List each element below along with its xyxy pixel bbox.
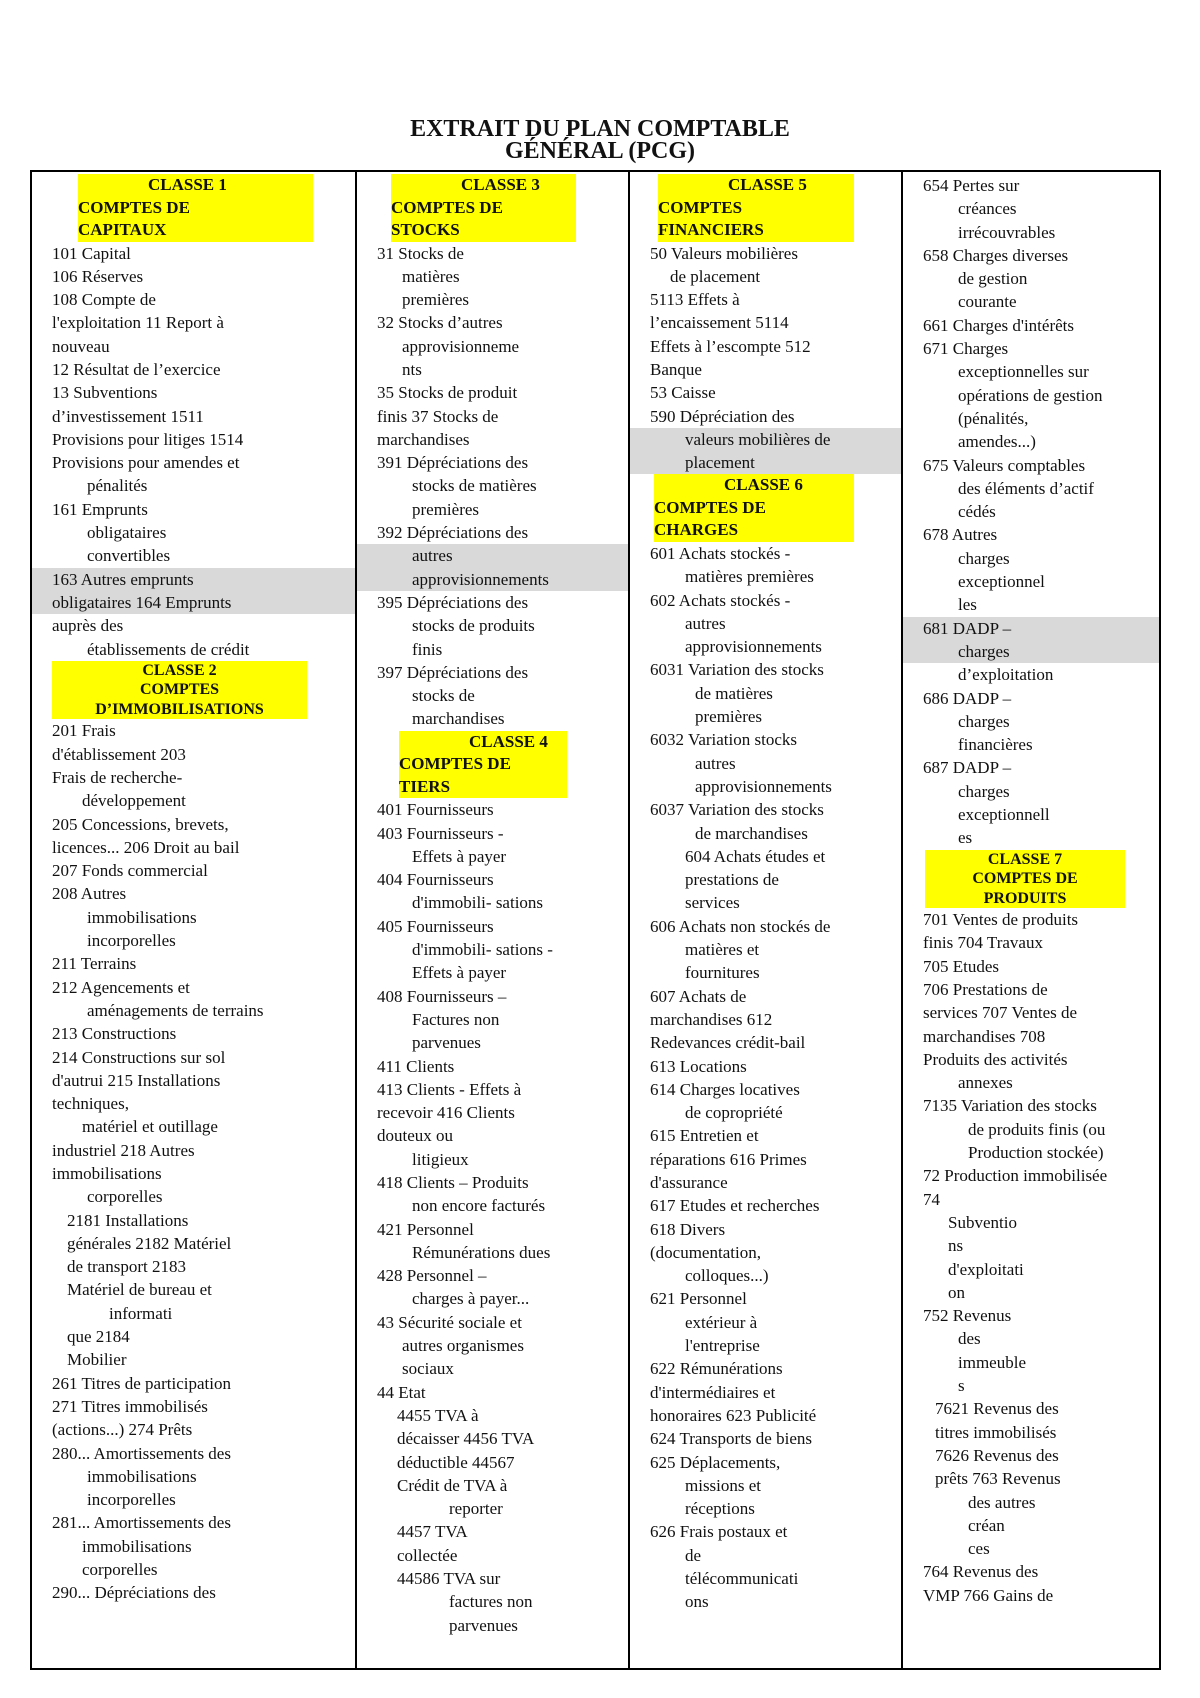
account-line: financières	[958, 735, 1033, 755]
class-header-line: CLASSE 3	[461, 175, 540, 194]
column-4	[901, 172, 1159, 1668]
account-line: de marchandises	[695, 823, 808, 843]
page-title	[0, 118, 1200, 162]
account-line: premières	[695, 707, 763, 727]
account-line: 404 Fournisseurs	[377, 870, 494, 890]
account-line: de produits finis (ou	[968, 1119, 1106, 1139]
account-line: 290... Dépréciations des	[52, 1583, 216, 1603]
account-line: 214 Constructions sur sol	[52, 1047, 226, 1067]
account-line: finis 704 Travaux	[923, 933, 1043, 953]
account-line: Provisions pour amendes et	[52, 453, 240, 473]
account-line: déductible 44567	[397, 1452, 515, 1472]
account-line: 701 Ventes de produits	[923, 910, 1079, 930]
class-3-header	[391, 174, 576, 242]
account-line: Produits des activités	[923, 1049, 1068, 1069]
account-line: approvisionnements	[685, 637, 822, 657]
account-line: l'exploitation 11 Report à	[52, 313, 224, 333]
account-line: aménagements de terrains	[87, 1000, 264, 1020]
account-line: développement	[82, 791, 186, 811]
account-line: 681 DADP –	[903, 617, 1159, 640]
account-line: 161 Emprunts	[52, 499, 148, 519]
class-header-line: CLASSE 5	[728, 175, 807, 194]
account-line: matériel et outillage	[82, 1117, 218, 1137]
account-line: ns	[948, 1236, 964, 1256]
account-line: fournitures	[685, 963, 760, 983]
account-line: 212 Agencements et	[52, 977, 190, 997]
account-line: d'immobili- sations -	[412, 940, 553, 960]
account-line: 624 Transports de biens	[650, 1429, 812, 1449]
class-1-header	[78, 174, 313, 242]
account-line: 418 Clients – Produits	[377, 1172, 529, 1192]
account-line: corporelles	[82, 1560, 158, 1580]
class-header-line: CLASSE 1	[148, 175, 227, 194]
account-line: 622 Rémunérations	[650, 1359, 783, 1379]
class-7-accounts	[903, 908, 1159, 1607]
account-line: 280... Amortissements des	[52, 1443, 231, 1463]
account-line: VMP 766 Gains de	[923, 1585, 1054, 1605]
account-line: 661 Charges d'intérêts	[923, 315, 1074, 335]
account-line: de gestion	[958, 269, 1028, 289]
account-line: 626 Frais postaux et	[650, 1522, 788, 1542]
account-line: exceptionnel	[958, 572, 1045, 592]
account-line: prestations de	[685, 870, 779, 890]
account-line: prêts 763 Revenus	[935, 1469, 1061, 1489]
class-6-header	[654, 474, 854, 542]
account-line: honoraires 623 Publicité	[650, 1405, 817, 1425]
account-line: approvisionnements	[357, 568, 628, 591]
account-line: stocks de produits	[412, 616, 535, 636]
account-line: s	[958, 1376, 965, 1396]
account-line: finis 37 Stocks de	[377, 406, 499, 426]
class-2-header	[52, 661, 307, 720]
account-line: 261 Titres de participation	[52, 1373, 231, 1393]
account-line: Banque	[650, 359, 702, 379]
account-line: Crédit de TVA à	[397, 1475, 508, 1495]
account-line: immobilisations	[87, 907, 197, 927]
account-line: des autres	[968, 1492, 1036, 1512]
account-line: 50 Valeurs mobilières	[650, 243, 798, 263]
account-line: d'intermédiaires et	[650, 1382, 776, 1402]
account-line: d'exploitati	[948, 1259, 1024, 1279]
account-line: cédés	[958, 502, 996, 522]
class-5-accounts	[630, 242, 901, 475]
account-line: non encore facturés	[412, 1196, 546, 1216]
account-line: 401 Fournisseurs	[377, 800, 494, 820]
account-line: 658 Charges diverses	[923, 245, 1069, 265]
account-line: amendes...)	[958, 432, 1036, 452]
account-line: 413 Clients - Effets à	[377, 1079, 522, 1099]
account-line: 411 Clients	[377, 1056, 455, 1076]
account-line: marchandises	[377, 429, 470, 449]
account-line: parvenues	[449, 1615, 518, 1635]
account-line: 606 Achats non stockés de	[650, 916, 831, 936]
account-line: 604 Achats études et	[685, 846, 826, 866]
account-line: de placement	[670, 266, 761, 286]
account-line: d'autrui 215 Installations	[52, 1070, 221, 1090]
account-line: 106 Réserves	[52, 266, 144, 286]
class-header-line: COMPTES DE	[654, 497, 766, 517]
account-line: 618 Divers	[650, 1219, 726, 1239]
class-header-line: CLASSE 2	[142, 661, 217, 679]
account-line: 72 Production immobilisée	[923, 1166, 1108, 1186]
account-line: Subventio	[948, 1212, 1017, 1232]
account-line: 421 Personnel	[377, 1219, 474, 1239]
class-2-accounts	[32, 719, 355, 1604]
account-line: 764 Revenus des	[923, 1562, 1039, 1582]
account-line: 7626 Revenus des	[935, 1445, 1059, 1465]
account-line: autres	[357, 544, 628, 567]
account-line: valeurs mobilières de	[630, 428, 901, 451]
account-line: 621 Personnel	[650, 1289, 747, 1309]
account-line: exceptionnell	[958, 805, 1050, 825]
account-line: 391 Dépréciations des	[377, 453, 529, 473]
class-7-header	[925, 850, 1125, 909]
account-line: 4455 TVA à	[397, 1405, 479, 1425]
account-line: immobilisations	[82, 1536, 192, 1556]
account-line: 74	[923, 1189, 940, 1209]
account-line: 403 Fournisseurs -	[377, 823, 504, 843]
account-line: Provisions pour litiges 1514	[52, 429, 244, 449]
account-line: services 707 Ventes de	[923, 1003, 1078, 1023]
account-line: irrécouvrables	[958, 222, 1056, 242]
account-line: annexes	[958, 1073, 1013, 1093]
account-line: Effets à payer	[412, 846, 507, 866]
class-5-header	[658, 174, 854, 242]
account-line: créances	[958, 199, 1017, 219]
account-line: reporter	[449, 1499, 503, 1519]
account-line: des éléments d’actif	[958, 478, 1094, 498]
account-line: matières	[402, 266, 460, 286]
account-line: Effets à l’escompte 512	[650, 336, 811, 356]
account-line: 602 Achats stockés -	[650, 590, 791, 610]
account-line: de matières	[695, 683, 773, 703]
account-line: 686 DADP –	[923, 688, 1012, 708]
account-line: établissements de crédit	[87, 639, 250, 659]
account-line: 625 Déplacements,	[650, 1452, 781, 1472]
account-line: (documentation,	[650, 1242, 761, 1262]
account-line: 101 Capital	[52, 243, 131, 263]
account-line: 5113 Effets à	[650, 290, 740, 310]
accounts-table	[30, 170, 1161, 1670]
class-header-line: COMPTES DE	[78, 197, 190, 217]
account-line: Rémunérations dues	[412, 1242, 551, 1262]
class-header-line: STOCKS	[391, 220, 460, 239]
account-line: 395 Dépréciations des	[377, 592, 529, 612]
account-line: d'assurance	[650, 1172, 728, 1192]
account-line: 271 Titres immobilisés	[52, 1396, 208, 1416]
account-line: 12 Résultat de l’exercice	[52, 359, 221, 379]
class-1-accounts	[32, 242, 355, 661]
account-line: 706 Prestations de	[923, 980, 1048, 999]
account-line: 687 DADP –	[923, 758, 1012, 778]
account-line: l'entreprise	[685, 1336, 760, 1356]
account-line: 614 Charges locatives	[650, 1079, 800, 1099]
account-line: décaisser 4456 TVA	[397, 1429, 535, 1449]
class-header-line: COMPTES DE	[399, 754, 511, 774]
account-line: 6032 Variation stocks	[650, 730, 798, 750]
account-line: créan	[968, 1515, 1005, 1535]
account-line: finis	[412, 639, 443, 659]
class-header-line: COMPTES DE	[391, 197, 503, 217]
account-line: 32 Stocks d’autres	[377, 313, 503, 333]
class-header-line: PRODUITS	[983, 889, 1067, 907]
account-line: matières premières	[685, 567, 814, 587]
account-line: marchandises 612	[650, 1009, 773, 1029]
account-line: factures non	[449, 1592, 533, 1612]
account-line: auprès des	[52, 616, 124, 636]
account-line: premières	[402, 290, 470, 310]
account-line: douteux ou	[377, 1126, 454, 1146]
account-line: 213 Constructions	[52, 1024, 177, 1044]
page-title-line-1: EXTRAIT DU PLAN COMPTABLE	[410, 116, 790, 142]
account-line: premières	[412, 499, 480, 519]
account-line: d'établissement 203	[52, 744, 186, 764]
account-line: télécommunicati	[685, 1569, 799, 1589]
account-line: ons	[685, 1592, 709, 1612]
class-4-accounts	[357, 798, 628, 1637]
account-line: on	[948, 1282, 965, 1302]
account-line: charges à payer...	[412, 1289, 530, 1309]
account-line: 617 Etudes et recherches	[650, 1196, 820, 1216]
account-line: 35 Stocks de produit	[377, 383, 518, 403]
account-line: ces	[968, 1539, 990, 1559]
account-line: de transport 2183	[67, 1257, 186, 1277]
account-line: 281... Amortissements des	[52, 1513, 231, 1533]
class-header-line: TIERS	[399, 776, 451, 796]
account-line: charges	[903, 640, 1159, 663]
account-line: Frais de recherche-	[52, 767, 183, 787]
account-line: 607 Achats de	[650, 986, 747, 1006]
account-line: 405 Fournisseurs	[377, 916, 494, 936]
class-header-line: CHARGES	[654, 520, 739, 540]
account-line: exceptionnelles sur	[958, 362, 1089, 382]
account-line: 705 Etudes	[923, 956, 1000, 976]
account-line: 31 Stocks de	[377, 243, 464, 263]
account-line: que 2184	[67, 1327, 130, 1347]
account-line: les	[958, 595, 977, 615]
account-line: missions et	[685, 1475, 762, 1495]
account-line: incorporelles	[87, 931, 176, 951]
account-line: litigieux	[412, 1149, 469, 1169]
account-line: es	[958, 828, 973, 848]
account-line: 207 Fonds commercial	[52, 861, 208, 881]
account-line: générales 2182 Matériel	[67, 1233, 232, 1253]
class-header-line: COMPTES	[139, 681, 220, 699]
account-line: 13 Subventions	[52, 383, 158, 403]
account-line: 2181 Installations	[67, 1210, 189, 1230]
account-line: 752 Revenus	[923, 1306, 1012, 1326]
account-line: colloques...)	[685, 1266, 769, 1286]
account-line: 392 Dépréciations des	[377, 523, 529, 543]
account-line: convertibles	[87, 546, 171, 566]
account-line: immobilisations	[87, 1466, 197, 1486]
account-line: informati	[109, 1303, 173, 1323]
account-line: 408 Fournisseurs –	[377, 986, 507, 1006]
account-line: 7135 Variation des stocks	[923, 1096, 1097, 1116]
account-line: placement	[630, 451, 901, 474]
account-line: 671 Charges	[923, 339, 1009, 359]
account-line: Production stockée)	[968, 1143, 1104, 1163]
account-line: autres organismes	[402, 1336, 524, 1356]
account-line: autres	[695, 753, 736, 773]
class-header-line: CLASSE 7	[987, 850, 1063, 868]
account-line: 678 Autres	[923, 525, 998, 545]
account-line: 654 Pertes sur	[923, 176, 1020, 195]
account-line: des	[958, 1329, 981, 1349]
account-line: immeuble	[958, 1352, 1026, 1372]
account-line: d'immobili- sations	[412, 893, 544, 913]
class-header-line: CAPITAUX	[78, 220, 167, 239]
account-line: immobilisations	[52, 1163, 162, 1183]
class-header-line: COMPTES DE	[972, 870, 1078, 888]
account-line: 6031 Variation des stocks	[650, 660, 824, 680]
account-line: d’exploitation	[958, 665, 1054, 685]
account-line: approvisionneme	[402, 336, 520, 356]
account-line: industriel 218 Autres	[52, 1140, 195, 1160]
account-line: 7621 Revenus des	[935, 1399, 1059, 1419]
account-line: Redevances crédit-bail	[650, 1033, 806, 1053]
account-line: 44 Etat	[377, 1382, 426, 1402]
account-line: parvenues	[412, 1033, 481, 1053]
account-line: 163 Autres emprunts	[32, 568, 355, 591]
account-line: obligataires 164 Emprunts	[32, 591, 355, 614]
account-line: obligataires	[87, 523, 167, 543]
account-line: 675 Valeurs comptables	[923, 455, 1086, 475]
column-3	[628, 172, 901, 1668]
account-line: opérations de gestion	[958, 385, 1103, 405]
account-line: réparations 616 Primes	[650, 1149, 807, 1169]
account-line: de copropriété	[685, 1103, 783, 1123]
account-line: 108 Compte de	[52, 290, 156, 310]
account-line: stocks de	[412, 686, 475, 706]
account-line: 613 Locations	[650, 1056, 747, 1076]
account-line: d’investissement 1511	[52, 406, 204, 426]
account-line: techniques,	[52, 1094, 129, 1114]
account-line: services	[685, 893, 740, 913]
class-3-accounts	[357, 242, 628, 731]
class-header-line: COMPTES	[658, 197, 743, 217]
account-line: autres	[685, 613, 726, 633]
account-line: 201 Frais	[52, 721, 116, 741]
account-line: 428 Personnel –	[377, 1266, 487, 1286]
account-line: pénalités	[87, 476, 148, 496]
account-line: Effets à payer	[412, 963, 507, 983]
account-line: l’encaissement 5114	[650, 313, 789, 333]
account-line: Matériel de bureau et	[67, 1280, 212, 1300]
account-line: 53 Caisse	[650, 383, 716, 403]
account-line: 615 Entretien et	[650, 1126, 759, 1146]
account-line: 211 Terrains	[52, 954, 137, 974]
account-line: nts	[402, 359, 422, 379]
account-line: réceptions	[685, 1499, 755, 1519]
account-line: nouveau	[52, 336, 110, 356]
account-line: 205 Concessions, brevets,	[52, 814, 229, 834]
account-line: marchandises 708	[923, 1026, 1046, 1046]
account-line: extérieur à	[685, 1312, 758, 1332]
account-line: charges	[958, 711, 1010, 731]
account-line: titres immobilisés	[935, 1422, 1057, 1442]
account-line: collectée	[397, 1545, 458, 1565]
account-line: stocks de matières	[412, 476, 537, 496]
account-line: Factures non	[412, 1009, 500, 1029]
account-line: courante	[958, 292, 1017, 312]
account-line: 43 Sécurité sociale et	[377, 1312, 522, 1332]
account-line: approvisionnements	[695, 776, 832, 796]
account-line: marchandises	[412, 709, 505, 729]
account-line: recevoir 416 Clients	[377, 1103, 515, 1123]
account-line: 4457 TVA	[397, 1522, 468, 1542]
account-line: 6037 Variation des stocks	[650, 800, 824, 820]
account-line: charges	[958, 781, 1010, 801]
account-line: matières et	[685, 940, 760, 960]
account-line: 601 Achats stockés -	[650, 543, 791, 563]
account-line: (pénalités,	[958, 408, 1029, 428]
account-line: corporelles	[87, 1187, 163, 1207]
class-header-line: CLASSE 4	[469, 731, 548, 751]
account-line: Mobilier	[67, 1350, 127, 1370]
class-header-line: FINANCIERS	[658, 220, 764, 239]
class-4-header	[399, 731, 567, 799]
class-header-line: D’IMMOBILISATIONS	[95, 700, 264, 718]
class-6-accounts	[630, 542, 901, 1614]
class-6-accounts-continued	[903, 174, 1159, 850]
account-line: licences... 206 Droit au bail	[52, 837, 240, 857]
account-line: 208 Autres	[52, 884, 127, 904]
column-2	[355, 172, 628, 1668]
account-line: sociaux	[402, 1359, 454, 1379]
account-line: charges	[958, 548, 1010, 568]
column-1	[32, 172, 355, 1668]
account-line: (actions...) 274 Prêts	[52, 1420, 193, 1440]
account-line: incorporelles	[87, 1490, 176, 1510]
class-header-line: CLASSE 6	[724, 475, 803, 495]
account-line: 397 Dépréciations des	[377, 662, 529, 682]
account-line: de	[685, 1545, 702, 1565]
account-line: 44586 TVA sur	[397, 1569, 501, 1589]
account-line: 590 Dépréciation des	[650, 406, 795, 426]
page-title-line-2: GÉNÉRAL (PCG)	[504, 138, 695, 164]
